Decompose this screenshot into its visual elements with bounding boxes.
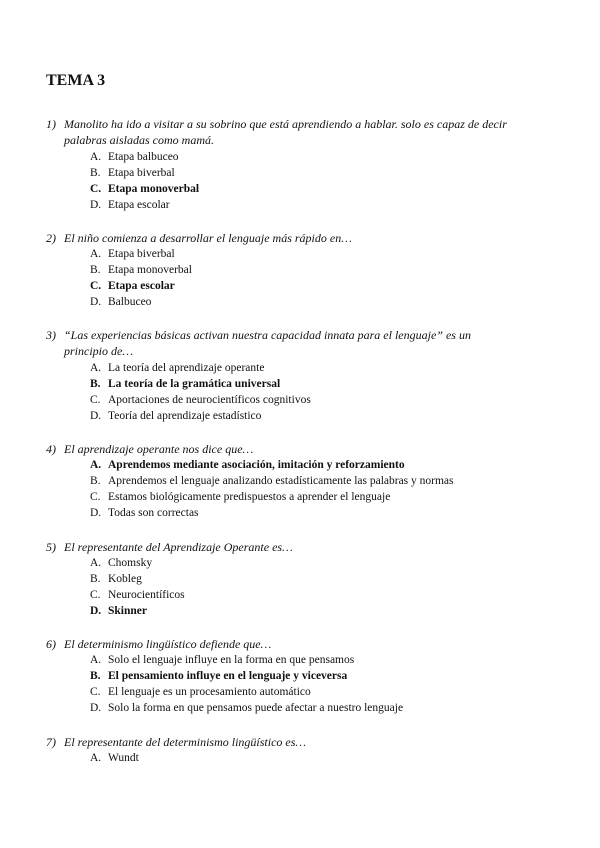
option-text: Skinner — [108, 605, 147, 617]
option-letter: B. — [90, 378, 101, 390]
option-text: Solo la forma en que pensamos puede afectar a nuestro lenguaje — [108, 702, 404, 714]
option-d — [90, 700, 550, 716]
option-a — [90, 360, 550, 376]
option-text: Chomsky — [108, 557, 153, 569]
option-text: Etapa escolar — [108, 199, 170, 211]
option-d — [90, 197, 550, 213]
option-letter: A. — [90, 459, 102, 471]
option-text: La teoría de la gramática universal — [108, 378, 281, 390]
question-1 — [46, 116, 556, 148]
option-text: Etapa monoverbal — [108, 183, 200, 195]
option-letter: B. — [90, 167, 101, 179]
option-text: Solo el lenguaje influye en la forma en que pensamos — [108, 654, 355, 666]
option-text: El pensamiento influye en el lenguaje y viceversa — [108, 670, 348, 682]
option-text: Wundt — [108, 752, 139, 764]
option-letter: C. — [90, 183, 102, 195]
option-text: El lenguaje es un procesamiento automático — [108, 686, 311, 698]
option-letter: A. — [90, 557, 102, 569]
option-a — [90, 750, 550, 766]
option-a — [90, 555, 550, 571]
option-letter: C. — [90, 280, 102, 292]
question-6 — [46, 636, 556, 652]
options-list-4 — [90, 457, 550, 521]
option-text: Aportaciones de neurocientíficos cognitivos — [108, 394, 311, 406]
option-text: Balbuceo — [108, 296, 152, 308]
option-d-correct — [90, 603, 550, 619]
options-list-6 — [90, 652, 550, 716]
option-letter: B. — [90, 573, 101, 585]
page-title: TEMA 3 — [46, 72, 106, 89]
option-letter: C. — [90, 491, 101, 503]
option-letter: D. — [90, 410, 102, 422]
option-letter: A. — [90, 362, 102, 374]
option-text: La teoría del aprendizaje operante — [108, 362, 265, 374]
question-2 — [46, 230, 556, 246]
question-text-line-2: palabras aisladas como mamá. — [64, 133, 215, 147]
options-list-3 — [90, 360, 550, 424]
option-a — [90, 246, 550, 262]
option-c — [90, 392, 550, 408]
option-c — [90, 587, 550, 603]
question-text-line-1: El niño comienza a desarrollar el lenguaje más rápido en… — [64, 231, 352, 245]
option-b — [90, 165, 550, 181]
option-letter: A. — [90, 752, 102, 764]
options-list-2 — [90, 246, 550, 310]
option-d — [90, 505, 550, 521]
question-number: 6) — [46, 637, 56, 651]
option-a — [90, 652, 550, 668]
options-list-5 — [90, 555, 550, 619]
option-text: Estamos biológicamente predispuestos a aprender el lenguaje — [108, 491, 391, 503]
question-number: 7) — [46, 735, 56, 749]
options-list-7 — [90, 750, 550, 766]
option-letter: C. — [90, 589, 101, 601]
question-number: 3) — [46, 328, 56, 342]
option-b-correct — [90, 668, 550, 684]
option-letter: C. — [90, 394, 101, 406]
question-number: 5) — [46, 540, 56, 554]
question-5 — [46, 539, 556, 555]
question-text-line-1: Manolito ha ido a visitar a su sobrino que está aprendiendo a hablar. solo es capaz de decir — [64, 117, 507, 131]
option-b-correct — [90, 376, 550, 392]
option-text: Neurocientíficos — [108, 589, 185, 601]
option-a — [90, 149, 550, 165]
option-c — [90, 489, 550, 505]
question-7 — [46, 734, 556, 750]
option-text: Etapa balbuceo — [108, 151, 179, 163]
question-text-line-1: El representante del determinismo lingüístico es… — [64, 735, 307, 749]
question-text-line-1: “Las experiencias básicas activan nuestra capacidad innata para el lenguaje” es un — [64, 328, 471, 342]
question-4 — [46, 441, 556, 457]
option-text: Aprendemos el lenguaje analizando estadísticamente las palabras y normas — [108, 475, 454, 487]
question-number: 4) — [46, 442, 56, 456]
option-text: Todas son correctas — [108, 507, 199, 519]
option-d — [90, 294, 550, 310]
option-letter: B. — [90, 670, 101, 682]
option-letter: D. — [90, 702, 102, 714]
option-c-correct — [90, 278, 550, 294]
option-d — [90, 408, 550, 424]
question-text-line-1: El representante del Aprendizaje Operante es… — [64, 540, 293, 554]
question-3 — [46, 327, 556, 359]
question-text-line-2: principio de… — [64, 344, 133, 358]
option-a-correct — [90, 457, 550, 473]
option-letter: B. — [90, 475, 101, 487]
option-letter: D. — [90, 296, 102, 308]
option-letter: A. — [90, 654, 102, 666]
option-b — [90, 473, 550, 489]
option-text: Etapa monoverbal — [108, 264, 192, 276]
option-letter: C. — [90, 686, 101, 698]
question-number: 1) — [46, 117, 56, 131]
option-letter: D. — [90, 507, 102, 519]
option-letter: D. — [90, 605, 102, 617]
question-number: 2) — [46, 231, 56, 245]
option-letter: A. — [90, 151, 102, 163]
option-b — [90, 571, 550, 587]
option-text: Etapa biverbal — [108, 167, 175, 179]
option-text: Etapa biverbal — [108, 248, 175, 260]
option-text: Aprendemos mediante asociación, imitación y reforzamiento — [108, 459, 405, 471]
option-text: Teoría del aprendizaje estadístico — [108, 410, 262, 422]
options-list-1 — [90, 149, 550, 213]
question-text-line-1: El aprendizaje operante nos dice que… — [64, 442, 254, 456]
option-text: Kobleg — [108, 573, 142, 585]
option-b — [90, 262, 550, 278]
option-text: Etapa escolar — [108, 280, 175, 292]
question-text-line-1: El determinismo lingüístico defiende que… — [64, 637, 272, 651]
option-letter: B. — [90, 264, 101, 276]
option-c-correct — [90, 181, 550, 197]
option-letter: D. — [90, 199, 102, 211]
option-letter: A. — [90, 248, 102, 260]
option-c — [90, 684, 550, 700]
